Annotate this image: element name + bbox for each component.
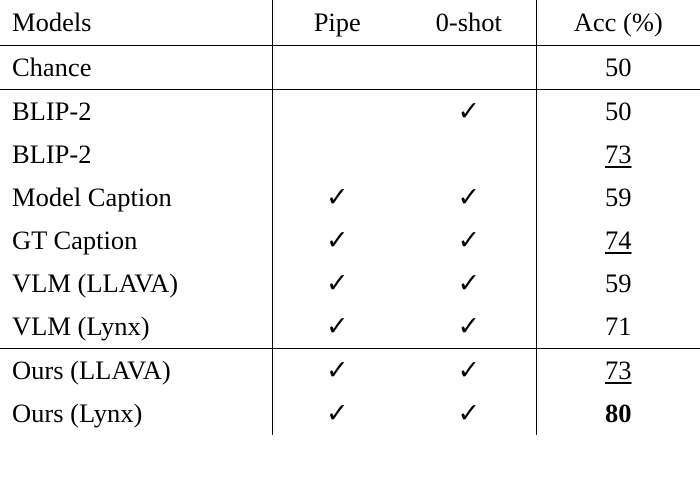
cell-zeroshot: ✓ bbox=[402, 305, 536, 349]
cell-zeroshot bbox=[402, 133, 536, 176]
cell-pipe bbox=[272, 90, 402, 134]
column-header-pipe: Pipe bbox=[272, 0, 402, 46]
table-row bbox=[0, 219, 700, 262]
cell-accuracy: 80 bbox=[536, 392, 700, 435]
cell-model-name: BLIP-2 bbox=[12, 139, 92, 169]
table-body bbox=[0, 46, 700, 436]
cell-accuracy: 73 bbox=[536, 133, 700, 176]
cell-accuracy: 50 bbox=[536, 90, 700, 134]
cell-zeroshot: ✓ bbox=[457, 182, 481, 212]
cell-accuracy: 59 bbox=[536, 262, 700, 305]
table-row bbox=[0, 133, 700, 176]
cell-model-name: Model Caption bbox=[12, 182, 172, 212]
cell-model-name: VLM (LLAVA) bbox=[12, 268, 179, 298]
cell-accuracy: 50 bbox=[536, 46, 700, 90]
cell-accuracy: 73 bbox=[536, 349, 700, 393]
cell-zeroshot: ✓ bbox=[457, 398, 481, 428]
table-row bbox=[0, 305, 700, 349]
cell-accuracy: 71 bbox=[536, 305, 700, 349]
cell-model-name: BLIP-2 bbox=[12, 96, 92, 126]
cell-zeroshot bbox=[402, 46, 536, 90]
table-row bbox=[0, 46, 700, 90]
cell-pipe bbox=[272, 133, 402, 176]
cell-zeroshot: ✓ bbox=[457, 268, 481, 298]
table-row bbox=[0, 349, 700, 393]
table-row bbox=[0, 262, 700, 305]
cell-pipe: ✓ bbox=[272, 262, 402, 305]
cell-model-name: Chance bbox=[0, 46, 272, 90]
cell-pipe bbox=[272, 46, 402, 90]
cell-zeroshot: ✓ bbox=[457, 355, 481, 385]
cell-model-name: Ours (Lynx) bbox=[12, 398, 143, 428]
cell-pipe: ✓ bbox=[272, 219, 402, 262]
table-row bbox=[0, 90, 700, 134]
table-header-row bbox=[0, 0, 700, 46]
cell-model-name: GT Caption bbox=[12, 225, 138, 255]
column-header-zeroshot: 0-shot bbox=[402, 0, 536, 46]
cell-accuracy: 74 bbox=[536, 219, 700, 262]
cell-pipe: ✓ bbox=[272, 392, 402, 435]
table-row bbox=[0, 392, 700, 435]
cell-zeroshot: ✓ bbox=[457, 225, 481, 255]
cell-pipe: ✓ bbox=[272, 176, 402, 219]
cell-model-name: Ours (LLAVA) bbox=[12, 355, 171, 385]
cell-model-name: VLM (Lynx) bbox=[0, 305, 272, 349]
cell-pipe: ✓ bbox=[272, 349, 402, 393]
column-header-accuracy: Acc (%) bbox=[536, 0, 700, 46]
cell-accuracy: 59 bbox=[536, 176, 700, 219]
cell-zeroshot: ✓ bbox=[457, 96, 481, 126]
cell-pipe: ✓ bbox=[272, 305, 402, 349]
column-header-models: Models bbox=[0, 0, 272, 46]
table-row bbox=[0, 176, 700, 219]
